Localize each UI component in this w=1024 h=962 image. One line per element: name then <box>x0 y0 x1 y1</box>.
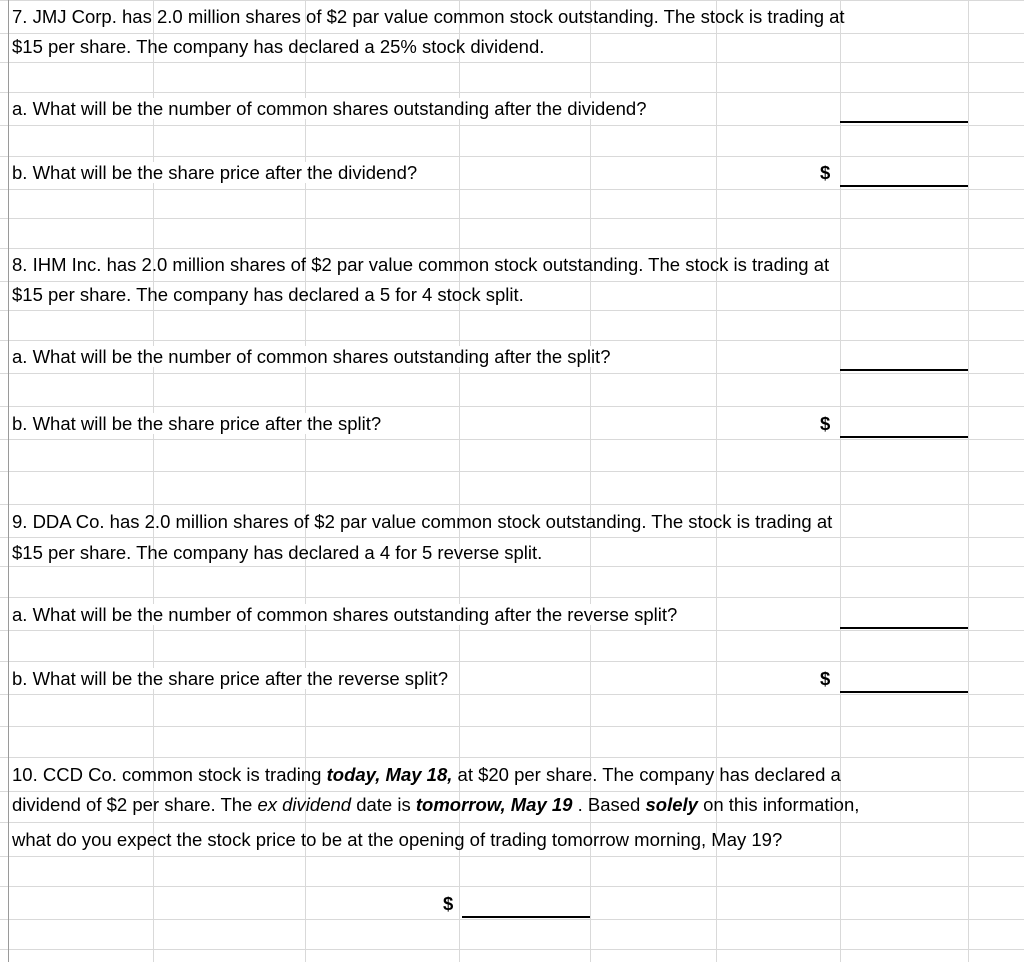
problem-9-question-a: a. What will be the number of common shares outstanding after the reverse split? <box>12 604 681 625</box>
problem-9-answer-a-blank[interactable] <box>840 627 968 629</box>
p10-text: . Based <box>572 794 646 815</box>
problem-8-question-b: b. What will be the share price after the split? <box>12 413 385 434</box>
p10-text: date is <box>351 794 416 815</box>
problem-10-line-3: what do you expect the stock price to be at the opening of trading tomorrow morning, May 19? <box>12 829 783 850</box>
problem-7-dollar-sign: $ <box>820 162 831 183</box>
problem-8-answer-a-blank[interactable] <box>840 369 968 371</box>
problem-9-answer-b-blank[interactable] <box>840 691 968 693</box>
problem-7-question-a: a. What will be the number of common shares outstanding after the dividend? <box>12 98 651 119</box>
problem-7-line-2: $15 per share. The company has declared a 25% stock dividend. <box>12 36 545 57</box>
p10-text: dividend of $2 per share. The <box>12 794 258 815</box>
problem-10-answer-blank[interactable] <box>462 916 590 918</box>
problem-10-dollar-sign: $ <box>443 893 454 914</box>
problem-10-line-2 <box>12 794 859 816</box>
p10-text: at $20 per share. The company has declared a <box>452 764 841 785</box>
p10-text: on this information, <box>697 794 860 815</box>
problem-8-line-2: $15 per share. The company has declared a 5 for 4 stock split. <box>12 284 524 305</box>
p10-text: 10. CCD Co. common stock is trading <box>12 764 327 785</box>
p10-emphasis-solely: solely <box>645 794 698 815</box>
problem-7-line-1: 7. JMJ Corp. has 2.0 million shares of $2 par value common stock outstanding. The stock is trading at <box>12 6 845 27</box>
problem-9-line-1: 9. DDA Co. has 2.0 million shares of $2 par value common stock outstanding. The stock is trading at <box>12 511 833 532</box>
p10-emphasis-tomorrow: tomorrow, May 19 <box>415 794 573 815</box>
problem-8-answer-b-blank[interactable] <box>840 436 968 438</box>
problem-7-question-b: b. What will be the share price after the dividend? <box>12 162 421 183</box>
problem-8-question-a: a. What will be the number of common shares outstanding after the split? <box>12 346 614 367</box>
problem-7-answer-b-blank[interactable] <box>840 185 968 187</box>
problem-9-dollar-sign: $ <box>820 668 831 689</box>
p10-emphasis-today: today, May 18, <box>326 764 453 785</box>
p10-emphasis-ex-dividend: ex dividend <box>257 794 352 815</box>
problem-7-answer-a-blank[interactable] <box>840 121 968 123</box>
problem-10-line-1 <box>12 764 841 786</box>
problem-9-question-b: b. What will be the share price after the reverse split? <box>12 668 452 689</box>
problem-8-line-1: 8. IHM Inc. has 2.0 million shares of $2 par value common stock outstanding. The stock is trading at <box>12 254 830 275</box>
problem-8-dollar-sign: $ <box>820 413 831 434</box>
problem-9-line-2: $15 per share. The company has declared a 4 for 5 reverse split. <box>12 542 543 563</box>
